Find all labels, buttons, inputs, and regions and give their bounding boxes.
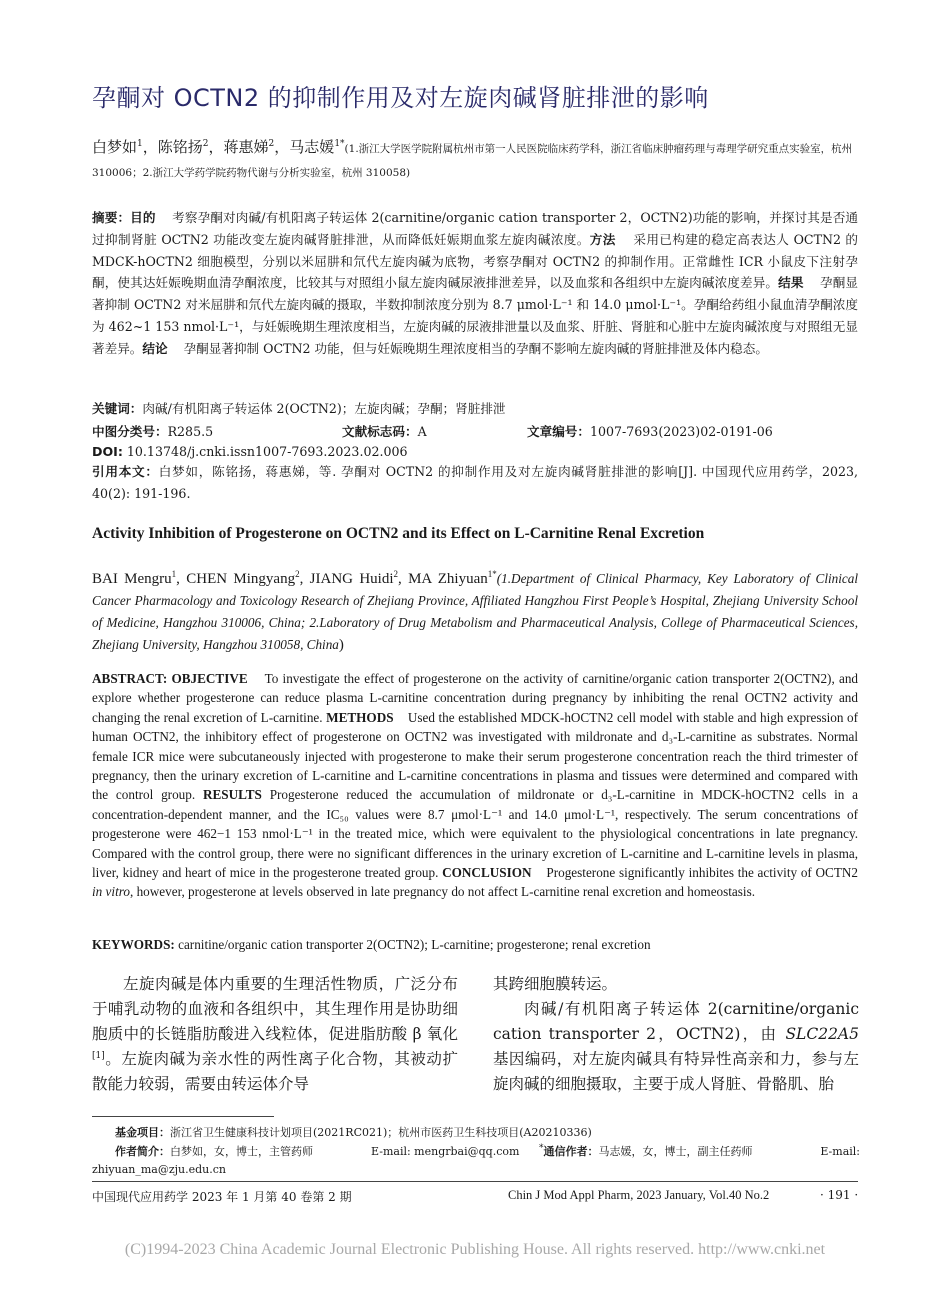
keywords-chinese bbox=[92, 399, 858, 419]
results-text-en: Progesterone reduced the accumulation of mildronate or d₃-L-carnitine in MDCK-hOCTN2 cells in a concentration-dependent manner, and the IC₅₀ values were 8.7 μmol·L⁻¹ and 14.0 μmol·L⁻¹, respectively. The serum concentrations of progesterone were 462−1 153 nmol·L⁻¹ in the treated mice, which were equivalent to the physiological concentrations in late pregnancy. Compared with the control group, there were no significant differences in the urinary excretion of L-carnitine and L-carnitine levels in plasma, liver, kidney and heart of mice in the progesterone treated group. bbox=[92, 787, 858, 881]
authors-english: BAI Mengru$^1$, CHEN Mingyang$^2$, JIANG Huidi$^2$, MA Zhiyuan$^{1*}$(1.Department of Clinical Pharmacy, Key Laboratory of Clinical Cancer Pharmacology and Toxicology Research of Zhejiang Province, Affiliated Hangzhou First People’s Hospital, Zhejiang University School of Medicine, Hangzhou 310006, China; 2.Laboratory of Drug Metabolism and Pharmaceutical Analysis, College of Pharmaceutical Sciences, Zhejiang University, Hangzhou 310058, China) bbox=[92, 569, 859, 653]
authors-chinese: 白梦如$^1$，陈铭扬$^2$，蒋惠娣$^2$，马志媛$^{1*}$(1.浙江大学医学院附属杭州市第一人民医院临床药学科，浙江省临床肿瘤药理与毒理学研究重点实验室，杭州 310006；2.浙江大学药学院药物代谢与分析实验室，杭州 310058) bbox=[92, 138, 853, 179]
keywords-label: 关键词： bbox=[92, 401, 143, 416]
doi-line bbox=[92, 442, 408, 462]
methods-label: 方法 bbox=[589, 231, 616, 247]
results-label: 结果 bbox=[778, 275, 804, 291]
author-sup: 1* bbox=[487, 569, 497, 579]
abstract-chinese bbox=[92, 207, 858, 360]
affiliation-chinese: (1.浙江大学医学院附属杭州市第一人民医院临床药学科，浙江省临床肿瘤药理与毒理学研究重点实验室，杭州 310006；2.浙江大学药学院药物代谢与分析实验室，杭州 310058) bbox=[92, 143, 853, 179]
keywords-english bbox=[92, 937, 858, 953]
footnote-divider bbox=[92, 1116, 274, 1117]
author-email: E-mail: mengrbai@qq.com bbox=[371, 1145, 520, 1158]
author-name: 陈铭扬 bbox=[157, 138, 203, 156]
abstract-english bbox=[92, 669, 858, 902]
doi-value: 10.13748/j.cnki.issn1007-7693.2023.02.006 bbox=[126, 444, 408, 459]
footnote-funding: 基金项目：浙江省卫生健康科技计划项目(2021RC021)；杭州市医药卫生科技项目(A20210336) bbox=[115, 1126, 592, 1139]
body-paragraph: 其跨细胞膜转运。 bbox=[493, 975, 618, 993]
methods-label-en: METHODS bbox=[326, 709, 394, 725]
conclusion-label: 结论 bbox=[142, 340, 168, 356]
author-sup: 1 bbox=[137, 139, 143, 149]
affiliation-english: (1.Department of Clinical Pharmacy, Key Laboratory of Clinical Cancer Pharmacology and Toxicology Research of Zhejiang Province, Affiliated Hangzhou First People’s Hospital, Zhejiang University School of Medicine, Hangzhou 310006, China; 2.Laboratory of Drug Metabolism and Pharmaceutical Analysis, College of Pharmaceutical Sciences, Zhejiang University, Hangzhou 310058, China bbox=[92, 571, 859, 652]
author-name: 白梦如 bbox=[92, 138, 138, 156]
conclusion-text-en-1: Progesterone significantly inhibites the activity of OCTN2 bbox=[546, 865, 859, 881]
conclusion-text-en-2: , however, progesterone at levels observed in late pregnancy do not affect L-carnitine renal excretion and homeostasis. bbox=[129, 884, 756, 900]
gene-name: SLC22A5 bbox=[785, 1025, 859, 1043]
objective-label: 目的 bbox=[130, 210, 156, 225]
author-sup: 2 bbox=[393, 569, 398, 579]
body-column-left bbox=[92, 972, 458, 1097]
keywords-label-en: KEYWORDS: bbox=[92, 937, 175, 952]
author-name: CHEN Mingyang bbox=[186, 571, 296, 587]
conclusion-label-en: CONCLUSION bbox=[442, 865, 532, 881]
objective-text-en: To investigate the effect of progesterone on the activity of carnitine/organic cation transporter 2(OCTN2), and explore whether progesterone can reduce plasma L-carnitine concentration during pregnancy by inhibiting the renal OCTN2 activity and changing the renal excretion of L-carnitine. bbox=[92, 671, 859, 725]
objective-text: 考察孕酮对肉碱/有机阳离子转运体 2(carnitine/organic cation transporter 2，OCTN2)功能的影响，并探讨其是否通过抑制肾脏 OCTN2 功能改变左旋肉碱肾脏排泄，从而降低妊娠期血浆左旋肉碱浓度。 bbox=[92, 210, 859, 247]
author-sup: 2 bbox=[295, 569, 300, 579]
body-paragraph: 肉碱/有机阳离子转运体 2(carnitine/organic cation transporter 2，OCTN2)，由 SLC22A5 基因编码，对左旋肉碱具有特异性高亲和力，参与左旋肉碱的细胞摄取，主要于成人肾脏、骨骼肌、胎 bbox=[493, 1000, 859, 1093]
author-sup: 2 bbox=[202, 139, 209, 149]
title-english: Activity Inhibition of Progesterone on OCTN2 and its Effect on L-Carnitine Renal Excretion bbox=[92, 525, 705, 542]
objective-label-en: ABSTRACT: OBJECTIVE bbox=[92, 671, 248, 686]
citation-label: 引用本文： bbox=[92, 464, 159, 479]
abstract-label: 摘要： bbox=[92, 210, 131, 225]
document-code: 文献标志码：A bbox=[342, 424, 427, 439]
author-name: BAI Mengru bbox=[92, 571, 172, 587]
methods-text-en: Used the established MDCK-hOCTN2 cell model with stable and high expression of human OCTN2, the inhibitory effect of progesterone on OCTN2 was investigated with mildronate and d₃-L-carnitine as substrates. Normal female ICR mice were subcutaneously injected with progesterone to make their serum progesterone concentration reach the third trimester of pregnancy, then the urinary excretion of L-carnitine and L-carnitine concentrations in plasma and tissues were determined and compared with the control group. bbox=[92, 709, 859, 803]
footer-journal-zh: 中国现代应用药学 2023 年 1 月第 40 卷第 2 期 bbox=[92, 1190, 352, 1204]
footer-divider bbox=[92, 1181, 858, 1182]
page-number: · 191 · bbox=[820, 1188, 859, 1202]
keywords-text-en: carnitine/organic cation transporter 2(OCTN2); L-carnitine; progesterone; renal excretion bbox=[178, 937, 651, 952]
article-number: 文章编号：1007-7693(2023)02-0191-06 bbox=[527, 424, 773, 439]
reference-mark: [1] bbox=[92, 1050, 105, 1061]
methods-text: 采用已构建的稳定高表达人 OCTN2 的 MDCK-hOCTN2 细胞模型，分别以米屈肼和氘代左旋肉碱为底物，考察孕酮对 OCTN2 的抑制作用。正常雌性 ICR 小鼠皮下注射孕酮，使其达妊娠晚期血清孕酮浓度，比较其与对照组小鼠左旋肉碱尿液排泄差异，以及血浆和各组织中左旋肉碱浓度差异。 bbox=[92, 231, 858, 291]
title-chinese: 孕酮对 OCTN2 的抑制作用及对左旋肉碱肾脏排泄的影响 bbox=[92, 84, 709, 112]
author-sup: 1* bbox=[334, 139, 345, 149]
corr-email-label: E-mail: bbox=[820, 1145, 860, 1158]
author-name: 马志媛 bbox=[289, 138, 335, 156]
footnote-authors: 作者简介：白梦如，女，博士，主管药师 E-mail: mengrbai@qq.com *通信作者：马志媛，女，博士，副主任药师 E-mail: bbox=[115, 1143, 860, 1158]
footnote-corr-email: zhiyuan_ma@zju.edu.cn bbox=[92, 1163, 226, 1176]
results-label-en: RESULTS bbox=[202, 787, 262, 803]
results-text: 孕酮显著抑制 OCTN2 对米屈肼和氘代左旋肉碱的摄取，半数抑制浓度分别为 8.7 μmol·L⁻¹ 和 14.0 μmol·L⁻¹。孕酮给药组小鼠血清孕酮浓度为 462~1 153 nmol·L⁻¹，与妊娠晚期生理浓度相当，左旋肉碱的尿液排泄量以及血浆、肝脏、肾脏和心脏中左旋肉碱浓度与对照组无显著差异。 bbox=[92, 275, 859, 356]
clc-code: 中图分类号：R285.5 bbox=[92, 424, 214, 439]
conclusion-italic: in vitro bbox=[92, 884, 130, 900]
body-paragraph: 左旋肉碱是体内重要的生理活性物质，广泛分布于哺乳动物的血液和各组织中，其生理作用是协助细胞质中的长链脂肪酸进入线粒体，促进脂肪酸 β 氧化[1]。左旋肉碱为亲水性的两性离子化合物，其被动扩散能力较弱，需要由转运体介导 bbox=[92, 975, 458, 1093]
citation-line bbox=[92, 461, 858, 505]
classification-row bbox=[92, 421, 858, 440]
cnki-watermark: (C)1994-2023 China Academic Journal Electronic Publishing House. All rights reserved. http://www.cnki.net bbox=[124, 1241, 826, 1258]
doi-label: DOI: bbox=[92, 444, 123, 459]
affiliation-close: ) bbox=[338, 637, 344, 653]
body-column-right bbox=[493, 972, 859, 1097]
author-sup: 2 bbox=[268, 139, 275, 149]
author-name: 蒋惠娣 bbox=[223, 138, 269, 156]
keywords-text: 肉碱/有机阳离子转运体 2(OCTN2)；左旋肉碱；孕酮；肾脏排泄 bbox=[142, 401, 506, 416]
author-name: MA Zhiyuan bbox=[408, 571, 488, 587]
footer-journal-en: Chin J Mod Appl Pharm, 2023 January, Vol.40 No.2 bbox=[508, 1188, 770, 1202]
citation-text: 白梦如，陈铭扬，蒋惠娣，等. 孕酮对 OCTN2 的抑制作用及对左旋肉碱肾脏排泄的影响[J]. 中国现代应用药学，2023, 40(2): 191-196. bbox=[92, 464, 858, 501]
conclusion-text: 孕酮显著抑制 OCTN2 功能，但与妊娠晚期生理浓度相当的孕酮不影响左旋肉碱的肾脏排泄及体内稳态。 bbox=[183, 340, 768, 356]
author-sup: 1 bbox=[171, 569, 177, 579]
author-name: JIANG Huidi bbox=[309, 571, 394, 587]
